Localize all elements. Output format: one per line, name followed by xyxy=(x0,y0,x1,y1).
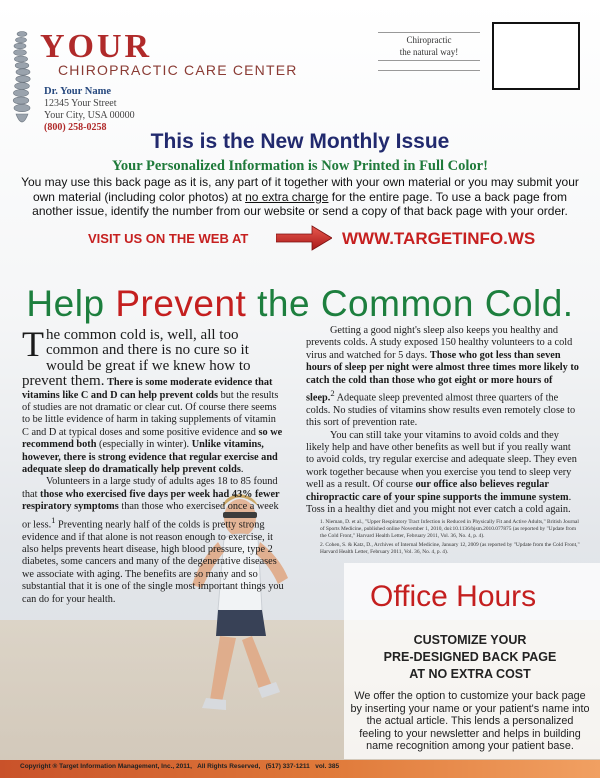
footnote: 2. Cohen, S. & Katz, D., Archives of Internal Medicine, January 12, 2009 (as reported by "Update from the Cold Front," Harvard Health Letter, February 2011, Vol. 36, No. 4, p. 4). xyxy=(320,542,580,555)
intro-text-2: for the entire page. To use a back page from another issue, identify the number from our website or send a copy of that back page with your order. xyxy=(32,189,568,218)
tagline-rule xyxy=(378,32,480,33)
logo-wordmark: YOUR xyxy=(40,28,153,65)
website-callout xyxy=(0,222,600,252)
article-paragraph xyxy=(22,476,284,605)
body-text: Preventing nearly half of the colds is pretty strong evidence and if that alone is not reason enough to exercise, it also helps prevents heart disease, high blood pressure, type 2 diabetes, some cancers and many of the degenerative diseases we associate with aging. The benefits are so many and so substantial that it is one of the single most important things you can do for your health. xyxy=(22,519,284,605)
body-text: than those who exercised once a week or less. xyxy=(22,501,279,531)
article-paragraph xyxy=(306,325,580,430)
office-sub-line: PRE-DESIGNED BACK PAGE xyxy=(383,650,557,664)
body-text: Adequate sleep prevented almost three quarters of the colds. No studies of vitamins show results even remotely close to this sort of prevention rate. xyxy=(306,392,576,429)
office-sub-line: CUSTOMIZE YOUR xyxy=(413,633,527,647)
article-paragraph xyxy=(22,324,284,476)
footnote-ref: 1 xyxy=(51,514,56,525)
logo-subtitle: CHIROPRACTIC CARE CENTER xyxy=(58,62,298,78)
spine-icon xyxy=(12,30,32,130)
article-headline xyxy=(0,283,600,325)
article-paragraph xyxy=(306,430,580,517)
office-sub-line: AT NO EXTRA COST xyxy=(409,667,531,681)
emphasis-text: our office also believes regular chiropractic care of your spine supports the immune system xyxy=(306,479,569,503)
issue-title: This is the New Monthly Issue xyxy=(150,130,450,153)
office-hours-title: Office Hours xyxy=(370,580,537,613)
body-text: but the results of studies are not dramatic or clear cut. Of course there seems to be little evidence of harm in taking supplements of vitamin C and D at typical doses and some positive evidence and xyxy=(22,389,279,438)
office-hours-subtitle xyxy=(350,632,590,683)
city-address: Your City, USA 00000 xyxy=(44,110,135,121)
body-text: Getting a good night's sleep also keeps you healthy and prevents colds. A study exposed 150 healthy volunteers to a cold virus and watched for 5 days. xyxy=(306,325,573,361)
emphasis-text: so we recommend both xyxy=(22,426,283,451)
tagline-rule xyxy=(378,60,480,61)
emphasis-text: Unlike vitamins, however, there is strong evidence that regular exercise and adequate sleep do dramatically help prevent colds xyxy=(22,439,278,476)
issue-subtitle: Your Personalized Information is Now Printed in Full Color! xyxy=(112,158,488,174)
office-hours-body: We offer the option to customize your back page by inserting your name or your patient's name into the actual article. This lends a personalized feeling to your newsletter and helps in building name recognition among your patient base. xyxy=(350,690,590,753)
headline-part-2: Prevent xyxy=(115,283,247,324)
headline-part-3: the Common Cold. xyxy=(246,283,574,324)
arrow-right-icon xyxy=(276,224,332,252)
lead-sentence: he common cold is, well, all too common and there is no cure so it would be great if we knew how to prevent them. xyxy=(22,327,251,390)
tagline-rule xyxy=(378,70,480,71)
intro-underline: no extra charge xyxy=(245,189,329,204)
footnote: 1. Nieman, D. et al., "Upper Respiratory Tract Infection is Reduced in Physically Fit and Active Adults," British Journal of Sports Medicine, published online November 1, 2010, doi:10.1136/bjsm.2010.077875 (as reported by "Update from the Cold Front," Harvard Health Letter, February 2011, Vol. 36, No. 4, p. 4). xyxy=(320,519,579,539)
footnote-ref: 2 xyxy=(330,388,335,399)
body-text: Volunteers in a large study of adults ages 18 to 85 found that xyxy=(22,476,278,500)
body-text: . xyxy=(240,464,244,476)
tagline-line-2: the natural way! xyxy=(399,47,459,57)
emphasis-text: There is some moderate evidence that vitamins like C and D can help prevent colds xyxy=(22,377,273,401)
headline-part-1: Help xyxy=(26,283,116,324)
body-text: (especially in winter). xyxy=(96,439,192,451)
intro-text-1: You may use this back page as it is, any part of it together with your own material or you may submit your own material (including color photos) at xyxy=(21,175,579,204)
website-link[interactable]: WWW.TARGETINFO.WS xyxy=(342,229,536,248)
street-address: 12345 Your Street xyxy=(44,98,117,109)
issue-intro xyxy=(14,175,586,219)
doctor-name: Dr. Your Name xyxy=(44,86,111,97)
tagline-line-1: Chiropractic xyxy=(406,35,452,45)
copyright-text: Copyright ® Target Information Management, Inc., 2011, All Rights Reserved, (517) 337-1211 vol. 385 xyxy=(20,763,340,770)
footer-bar xyxy=(0,760,600,778)
tagline-box xyxy=(378,26,480,76)
postage-stamp-box xyxy=(492,22,580,90)
article-right-column xyxy=(306,325,580,517)
article-left-column xyxy=(22,324,284,606)
drop-cap: T xyxy=(22,324,44,364)
body-text: . Toss in a healthy diet and you might not ever catch a cold again. xyxy=(306,491,572,516)
emphasis-text: those who exercised five days per week had 43% fewer respiratory symptoms xyxy=(22,488,280,513)
visit-label: VISIT US ON THE WEB AT xyxy=(88,231,249,246)
phone-number: (800) 258-0258 xyxy=(44,122,107,133)
footnotes xyxy=(320,519,582,556)
body-text: You can still take your vitamins to avoid colds and they likely help and have other benefits as well but if you really want to avoid colds, try regular exercise and adequate sleep. They even work together because when you exercise you tend to sleep very well as a result. Of course xyxy=(306,429,577,491)
emphasis-text: Those who got less than seven hours of sleep per night were almost three times more likely to catch the cold than those who got eight or more hours of sleep. xyxy=(306,349,579,404)
newsletter-header xyxy=(0,0,600,132)
return-address xyxy=(44,86,135,134)
